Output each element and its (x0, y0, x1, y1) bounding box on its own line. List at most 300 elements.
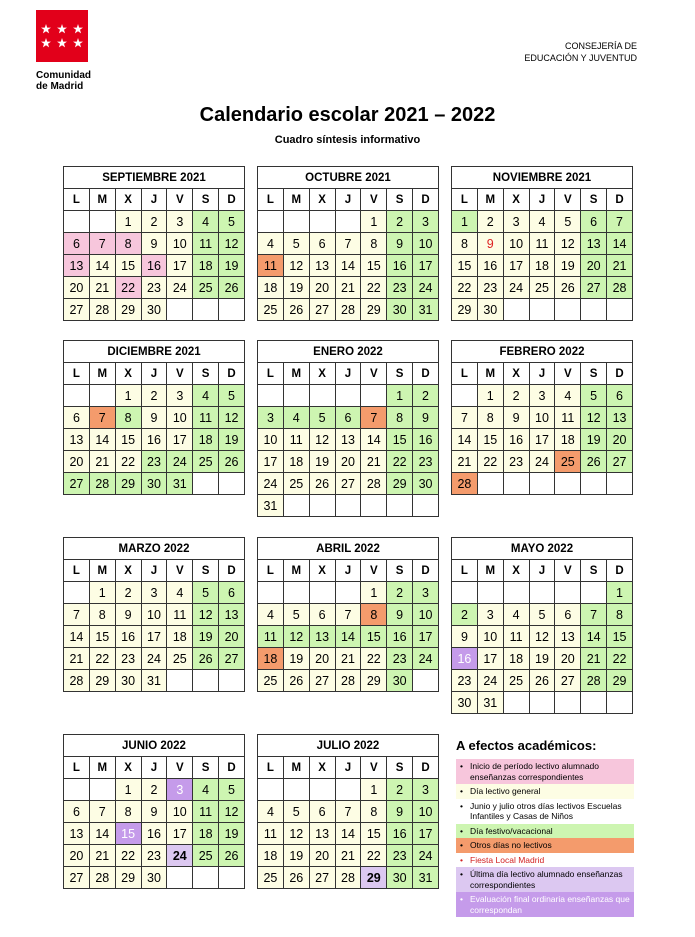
day-cell: 6 (64, 407, 90, 429)
day-cell: 27 (309, 670, 335, 692)
day-cell: 6 (64, 233, 90, 255)
day-cell: 3 (413, 211, 439, 233)
day-cell: 17 (529, 429, 555, 451)
empty-cell (529, 692, 555, 714)
day-cell: 8 (607, 604, 633, 626)
day-cell: 4 (258, 233, 284, 255)
empty-cell (581, 692, 607, 714)
empty-cell (335, 582, 361, 604)
day-cell: 27 (581, 277, 607, 299)
day-cell: 16 (141, 429, 167, 451)
weekday-header: X (309, 757, 335, 779)
day-cell: 28 (452, 473, 478, 495)
day-cell: 23 (387, 277, 413, 299)
day-cell: 27 (607, 451, 633, 473)
day-cell: 11 (193, 407, 219, 429)
month-title: FEBRERO 2022 (451, 340, 633, 362)
day-cell: 19 (219, 429, 245, 451)
empty-cell (89, 385, 115, 407)
day-cell: 25 (258, 299, 284, 321)
weekday-header: S (193, 757, 219, 779)
empty-cell (309, 495, 335, 517)
weekday-header: M (477, 560, 503, 582)
empty-cell (167, 670, 193, 692)
legend-label: Junio y julio otros días lectivos Escuelas Infantiles y Casas de Niños (470, 800, 622, 821)
day-cell: 10 (141, 604, 167, 626)
day-cell: 18 (193, 429, 219, 451)
day-cell: 6 (607, 385, 633, 407)
day-cell: 12 (283, 823, 309, 845)
empty-cell (258, 779, 284, 801)
day-cell: 28 (335, 670, 361, 692)
day-cell: 9 (115, 604, 141, 626)
day-cell: 3 (167, 211, 193, 233)
day-cell: 22 (607, 648, 633, 670)
day-cell: 22 (89, 648, 115, 670)
day-cell: 19 (283, 277, 309, 299)
day-cell: 3 (413, 779, 439, 801)
day-cell: 9 (503, 407, 529, 429)
day-cell: 30 (477, 299, 503, 321)
bullet-icon: • (460, 869, 463, 879)
day-cell: 24 (477, 670, 503, 692)
day-cell: 23 (387, 845, 413, 867)
day-cell: 21 (335, 277, 361, 299)
day-cell: 4 (193, 211, 219, 233)
month-title: OCTUBRE 2021 (257, 166, 439, 188)
day-cell: 28 (89, 299, 115, 321)
weekday-header: S (387, 560, 413, 582)
day-cell: 30 (141, 867, 167, 889)
day-cell: 4 (283, 407, 309, 429)
month-title: JUNIO 2022 (63, 734, 245, 756)
weekday-header: M (283, 560, 309, 582)
weekday-header: M (89, 560, 115, 582)
weekday-header: D (607, 363, 633, 385)
day-cell: 6 (309, 233, 335, 255)
day-cell: 21 (581, 648, 607, 670)
day-cell: 20 (309, 845, 335, 867)
month-title: SEPTIEMBRE 2021 (63, 166, 245, 188)
weekday-header: M (89, 757, 115, 779)
day-cell: 20 (64, 845, 90, 867)
day-cell: 8 (89, 604, 115, 626)
day-cell: 31 (477, 692, 503, 714)
day-cell: 1 (361, 779, 387, 801)
day-cell: 25 (193, 451, 219, 473)
weekday-header: L (64, 189, 90, 211)
day-cell: 23 (141, 277, 167, 299)
weekday-header: L (258, 560, 284, 582)
weekday-header: L (452, 560, 478, 582)
day-cell: 4 (529, 211, 555, 233)
day-cell: 22 (387, 451, 413, 473)
day-cell: 18 (503, 648, 529, 670)
empty-cell (555, 692, 581, 714)
day-cell: 12 (581, 407, 607, 429)
day-cell: 29 (115, 867, 141, 889)
weekday-header: S (387, 189, 413, 211)
day-cell: 29 (115, 473, 141, 495)
empty-cell (64, 385, 90, 407)
day-cell: 16 (503, 429, 529, 451)
day-cell: 9 (477, 233, 503, 255)
day-cell: 29 (607, 670, 633, 692)
day-cell: 12 (219, 801, 245, 823)
day-cell: 18 (167, 626, 193, 648)
logo-line1: Comunidad (36, 70, 91, 81)
day-cell: 16 (413, 429, 439, 451)
day-cell: 6 (309, 604, 335, 626)
month-calendar (63, 537, 245, 692)
day-cell: 5 (529, 604, 555, 626)
weekday-header: D (413, 189, 439, 211)
day-cell: 1 (89, 582, 115, 604)
day-cell: 16 (477, 255, 503, 277)
weekday-header: V (167, 363, 193, 385)
day-cell: 28 (335, 867, 361, 889)
day-cell: 17 (258, 451, 284, 473)
weekday-header: V (361, 363, 387, 385)
day-cell: 7 (89, 233, 115, 255)
day-cell: 4 (193, 779, 219, 801)
day-cell: 17 (167, 255, 193, 277)
weekday-header: X (503, 189, 529, 211)
weekday-header: M (283, 363, 309, 385)
day-cell: 25 (193, 277, 219, 299)
legend-item (456, 784, 634, 799)
day-cell: 16 (452, 648, 478, 670)
day-cell: 30 (141, 473, 167, 495)
day-cell: 17 (413, 626, 439, 648)
weekday-header: M (477, 189, 503, 211)
day-cell: 1 (452, 211, 478, 233)
day-cell: 24 (167, 845, 193, 867)
empty-cell (581, 582, 607, 604)
day-cell: 22 (477, 451, 503, 473)
day-cell: 10 (167, 407, 193, 429)
empty-cell (361, 495, 387, 517)
bullet-icon: • (460, 894, 463, 904)
day-cell: 5 (283, 604, 309, 626)
day-cell: 16 (387, 823, 413, 845)
day-cell: 30 (452, 692, 478, 714)
empty-cell (89, 211, 115, 233)
day-cell: 31 (413, 867, 439, 889)
dept-line1: CONSEJERÍA DE (564, 41, 637, 51)
empty-cell (193, 473, 219, 495)
day-cell: 11 (283, 429, 309, 451)
day-cell: 19 (193, 626, 219, 648)
weekday-header: M (283, 189, 309, 211)
day-cell: 1 (361, 211, 387, 233)
legend-item (456, 853, 634, 868)
day-cell: 3 (258, 407, 284, 429)
weekday-header: S (193, 363, 219, 385)
logo-line2: de Madrid (36, 81, 84, 92)
day-cell: 13 (335, 429, 361, 451)
weekday-header: J (335, 560, 361, 582)
day-cell: 30 (387, 299, 413, 321)
day-cell: 26 (193, 648, 219, 670)
empty-cell (477, 582, 503, 604)
day-cell: 23 (115, 648, 141, 670)
legend (456, 738, 634, 917)
empty-cell (529, 582, 555, 604)
month-calendar (257, 537, 439, 692)
day-cell: 14 (64, 626, 90, 648)
empty-cell (335, 211, 361, 233)
empty-cell (64, 779, 90, 801)
legend-label: Día lectivo general (470, 786, 541, 796)
day-cell: 18 (193, 255, 219, 277)
day-cell: 23 (387, 648, 413, 670)
empty-cell (309, 385, 335, 407)
empty-cell (607, 299, 633, 321)
empty-cell (529, 473, 555, 495)
day-cell: 31 (167, 473, 193, 495)
day-cell: 23 (141, 845, 167, 867)
day-cell: 7 (581, 604, 607, 626)
day-cell: 10 (503, 233, 529, 255)
day-cell: 14 (361, 429, 387, 451)
empty-cell (477, 473, 503, 495)
day-cell: 20 (64, 277, 90, 299)
day-cell: 8 (115, 801, 141, 823)
day-cell: 19 (309, 451, 335, 473)
weekday-header: M (89, 189, 115, 211)
day-cell: 8 (361, 604, 387, 626)
day-cell: 5 (283, 233, 309, 255)
bullet-icon: • (460, 825, 463, 836)
day-cell: 26 (283, 867, 309, 889)
empty-cell (581, 473, 607, 495)
day-cell: 18 (283, 451, 309, 473)
day-cell: 26 (529, 670, 555, 692)
day-cell: 19 (283, 648, 309, 670)
empty-cell (219, 867, 245, 889)
day-cell: 1 (361, 582, 387, 604)
weekday-header: D (219, 757, 245, 779)
bullet-icon: • (460, 786, 463, 796)
day-cell: 11 (529, 233, 555, 255)
weekday-header: D (413, 560, 439, 582)
day-cell: 2 (387, 779, 413, 801)
day-cell: 14 (335, 626, 361, 648)
day-cell: 10 (167, 233, 193, 255)
empty-cell (219, 299, 245, 321)
day-cell: 1 (387, 385, 413, 407)
day-cell: 18 (529, 255, 555, 277)
day-cell: 8 (477, 407, 503, 429)
day-cell: 6 (555, 604, 581, 626)
empty-cell (283, 495, 309, 517)
day-cell: 13 (64, 255, 90, 277)
empty-cell (555, 473, 581, 495)
month-title: ABRIL 2022 (257, 537, 439, 559)
day-cell: 8 (115, 407, 141, 429)
empty-cell (503, 473, 529, 495)
empty-cell (167, 299, 193, 321)
legend-item (456, 867, 634, 892)
weekday-header: V (555, 189, 581, 211)
day-cell: 19 (529, 648, 555, 670)
month-calendar (257, 340, 439, 517)
day-cell: 17 (167, 429, 193, 451)
day-cell: 12 (283, 255, 309, 277)
day-cell: 6 (219, 582, 245, 604)
day-cell: 22 (115, 845, 141, 867)
weekday-header: S (193, 189, 219, 211)
weekday-header: X (115, 757, 141, 779)
day-cell: 7 (89, 407, 115, 429)
day-cell: 19 (555, 255, 581, 277)
day-cell: 27 (309, 299, 335, 321)
month-title: MARZO 2022 (63, 537, 245, 559)
month-calendar (63, 734, 245, 889)
weekday-header: S (387, 757, 413, 779)
day-cell: 15 (115, 429, 141, 451)
day-cell: 17 (141, 626, 167, 648)
day-cell: 27 (64, 867, 90, 889)
day-cell: 26 (581, 451, 607, 473)
day-cell: 4 (258, 604, 284, 626)
weekday-header: V (167, 757, 193, 779)
day-cell: 9 (413, 407, 439, 429)
day-cell: 12 (193, 604, 219, 626)
day-cell: 31 (258, 495, 284, 517)
day-cell: 11 (167, 604, 193, 626)
day-cell: 12 (309, 429, 335, 451)
weekday-header: S (193, 560, 219, 582)
logo (36, 10, 92, 92)
weekday-header: L (64, 757, 90, 779)
day-cell: 17 (413, 255, 439, 277)
day-cell: 17 (477, 648, 503, 670)
dept-line2: EDUCACIÓN Y JUVENTUD (524, 53, 637, 63)
day-cell: 28 (607, 277, 633, 299)
day-cell: 1 (115, 211, 141, 233)
empty-cell (555, 582, 581, 604)
day-cell: 21 (361, 451, 387, 473)
day-cell: 29 (452, 299, 478, 321)
weekday-header: J (335, 189, 361, 211)
weekday-header: V (361, 560, 387, 582)
empty-cell (64, 211, 90, 233)
day-cell: 21 (89, 277, 115, 299)
empty-cell (413, 670, 439, 692)
day-cell: 3 (503, 211, 529, 233)
day-cell: 5 (309, 407, 335, 429)
day-cell: 8 (387, 407, 413, 429)
day-cell: 15 (361, 823, 387, 845)
day-cell: 8 (452, 233, 478, 255)
weekday-header: L (258, 189, 284, 211)
empty-cell (387, 495, 413, 517)
day-cell: 9 (141, 407, 167, 429)
day-cell: 30 (141, 299, 167, 321)
legend-item (456, 838, 634, 853)
day-cell: 18 (258, 845, 284, 867)
day-cell: 24 (141, 648, 167, 670)
legend-label: Fiesta Local Madrid (470, 854, 545, 865)
day-cell: 28 (89, 867, 115, 889)
day-cell: 25 (529, 277, 555, 299)
empty-cell (219, 473, 245, 495)
day-cell: 27 (219, 648, 245, 670)
weekday-header: S (581, 560, 607, 582)
day-cell: 13 (309, 255, 335, 277)
day-cell: 25 (258, 670, 284, 692)
day-cell: 19 (283, 845, 309, 867)
day-cell: 28 (89, 473, 115, 495)
weekday-header: L (452, 189, 478, 211)
weekday-header: X (115, 363, 141, 385)
empty-cell (335, 495, 361, 517)
weekday-header: L (452, 363, 478, 385)
empty-cell (503, 582, 529, 604)
weekday-header: J (529, 189, 555, 211)
day-cell: 5 (219, 211, 245, 233)
day-cell: 16 (387, 626, 413, 648)
weekday-header: J (141, 757, 167, 779)
day-cell: 7 (452, 407, 478, 429)
weekday-header: D (219, 189, 245, 211)
day-cell: 24 (413, 648, 439, 670)
day-cell: 1 (477, 385, 503, 407)
empty-cell (529, 299, 555, 321)
page-title: Calendario escolar 2021 – 2022 (199, 104, 496, 126)
day-cell: 30 (413, 473, 439, 495)
empty-cell (193, 299, 219, 321)
empty-cell (361, 385, 387, 407)
day-cell: 21 (335, 648, 361, 670)
day-cell: 31 (141, 670, 167, 692)
empty-cell (258, 385, 284, 407)
day-cell: 30 (387, 867, 413, 889)
weekday-header: D (607, 189, 633, 211)
day-cell: 12 (219, 407, 245, 429)
day-cell: 4 (193, 385, 219, 407)
day-cell: 1 (115, 779, 141, 801)
weekday-header: S (387, 363, 413, 385)
empty-cell (581, 299, 607, 321)
day-cell: 12 (219, 233, 245, 255)
weekday-header: V (555, 363, 581, 385)
weekday-header: D (413, 363, 439, 385)
bullet-icon: • (460, 761, 463, 771)
day-cell: 14 (89, 255, 115, 277)
day-cell: 20 (219, 626, 245, 648)
day-cell: 15 (361, 255, 387, 277)
day-cell: 25 (555, 451, 581, 473)
month-calendar (451, 166, 633, 321)
empty-cell (193, 867, 219, 889)
day-cell: 6 (64, 801, 90, 823)
day-cell: 13 (581, 233, 607, 255)
day-cell: 21 (89, 451, 115, 473)
weekday-header: X (115, 560, 141, 582)
empty-cell (258, 582, 284, 604)
day-cell: 2 (413, 385, 439, 407)
day-cell: 3 (167, 779, 193, 801)
day-cell: 13 (607, 407, 633, 429)
day-cell: 7 (64, 604, 90, 626)
day-cell: 15 (115, 255, 141, 277)
day-cell: 20 (335, 451, 361, 473)
day-cell: 28 (361, 473, 387, 495)
day-cell: 11 (258, 823, 284, 845)
